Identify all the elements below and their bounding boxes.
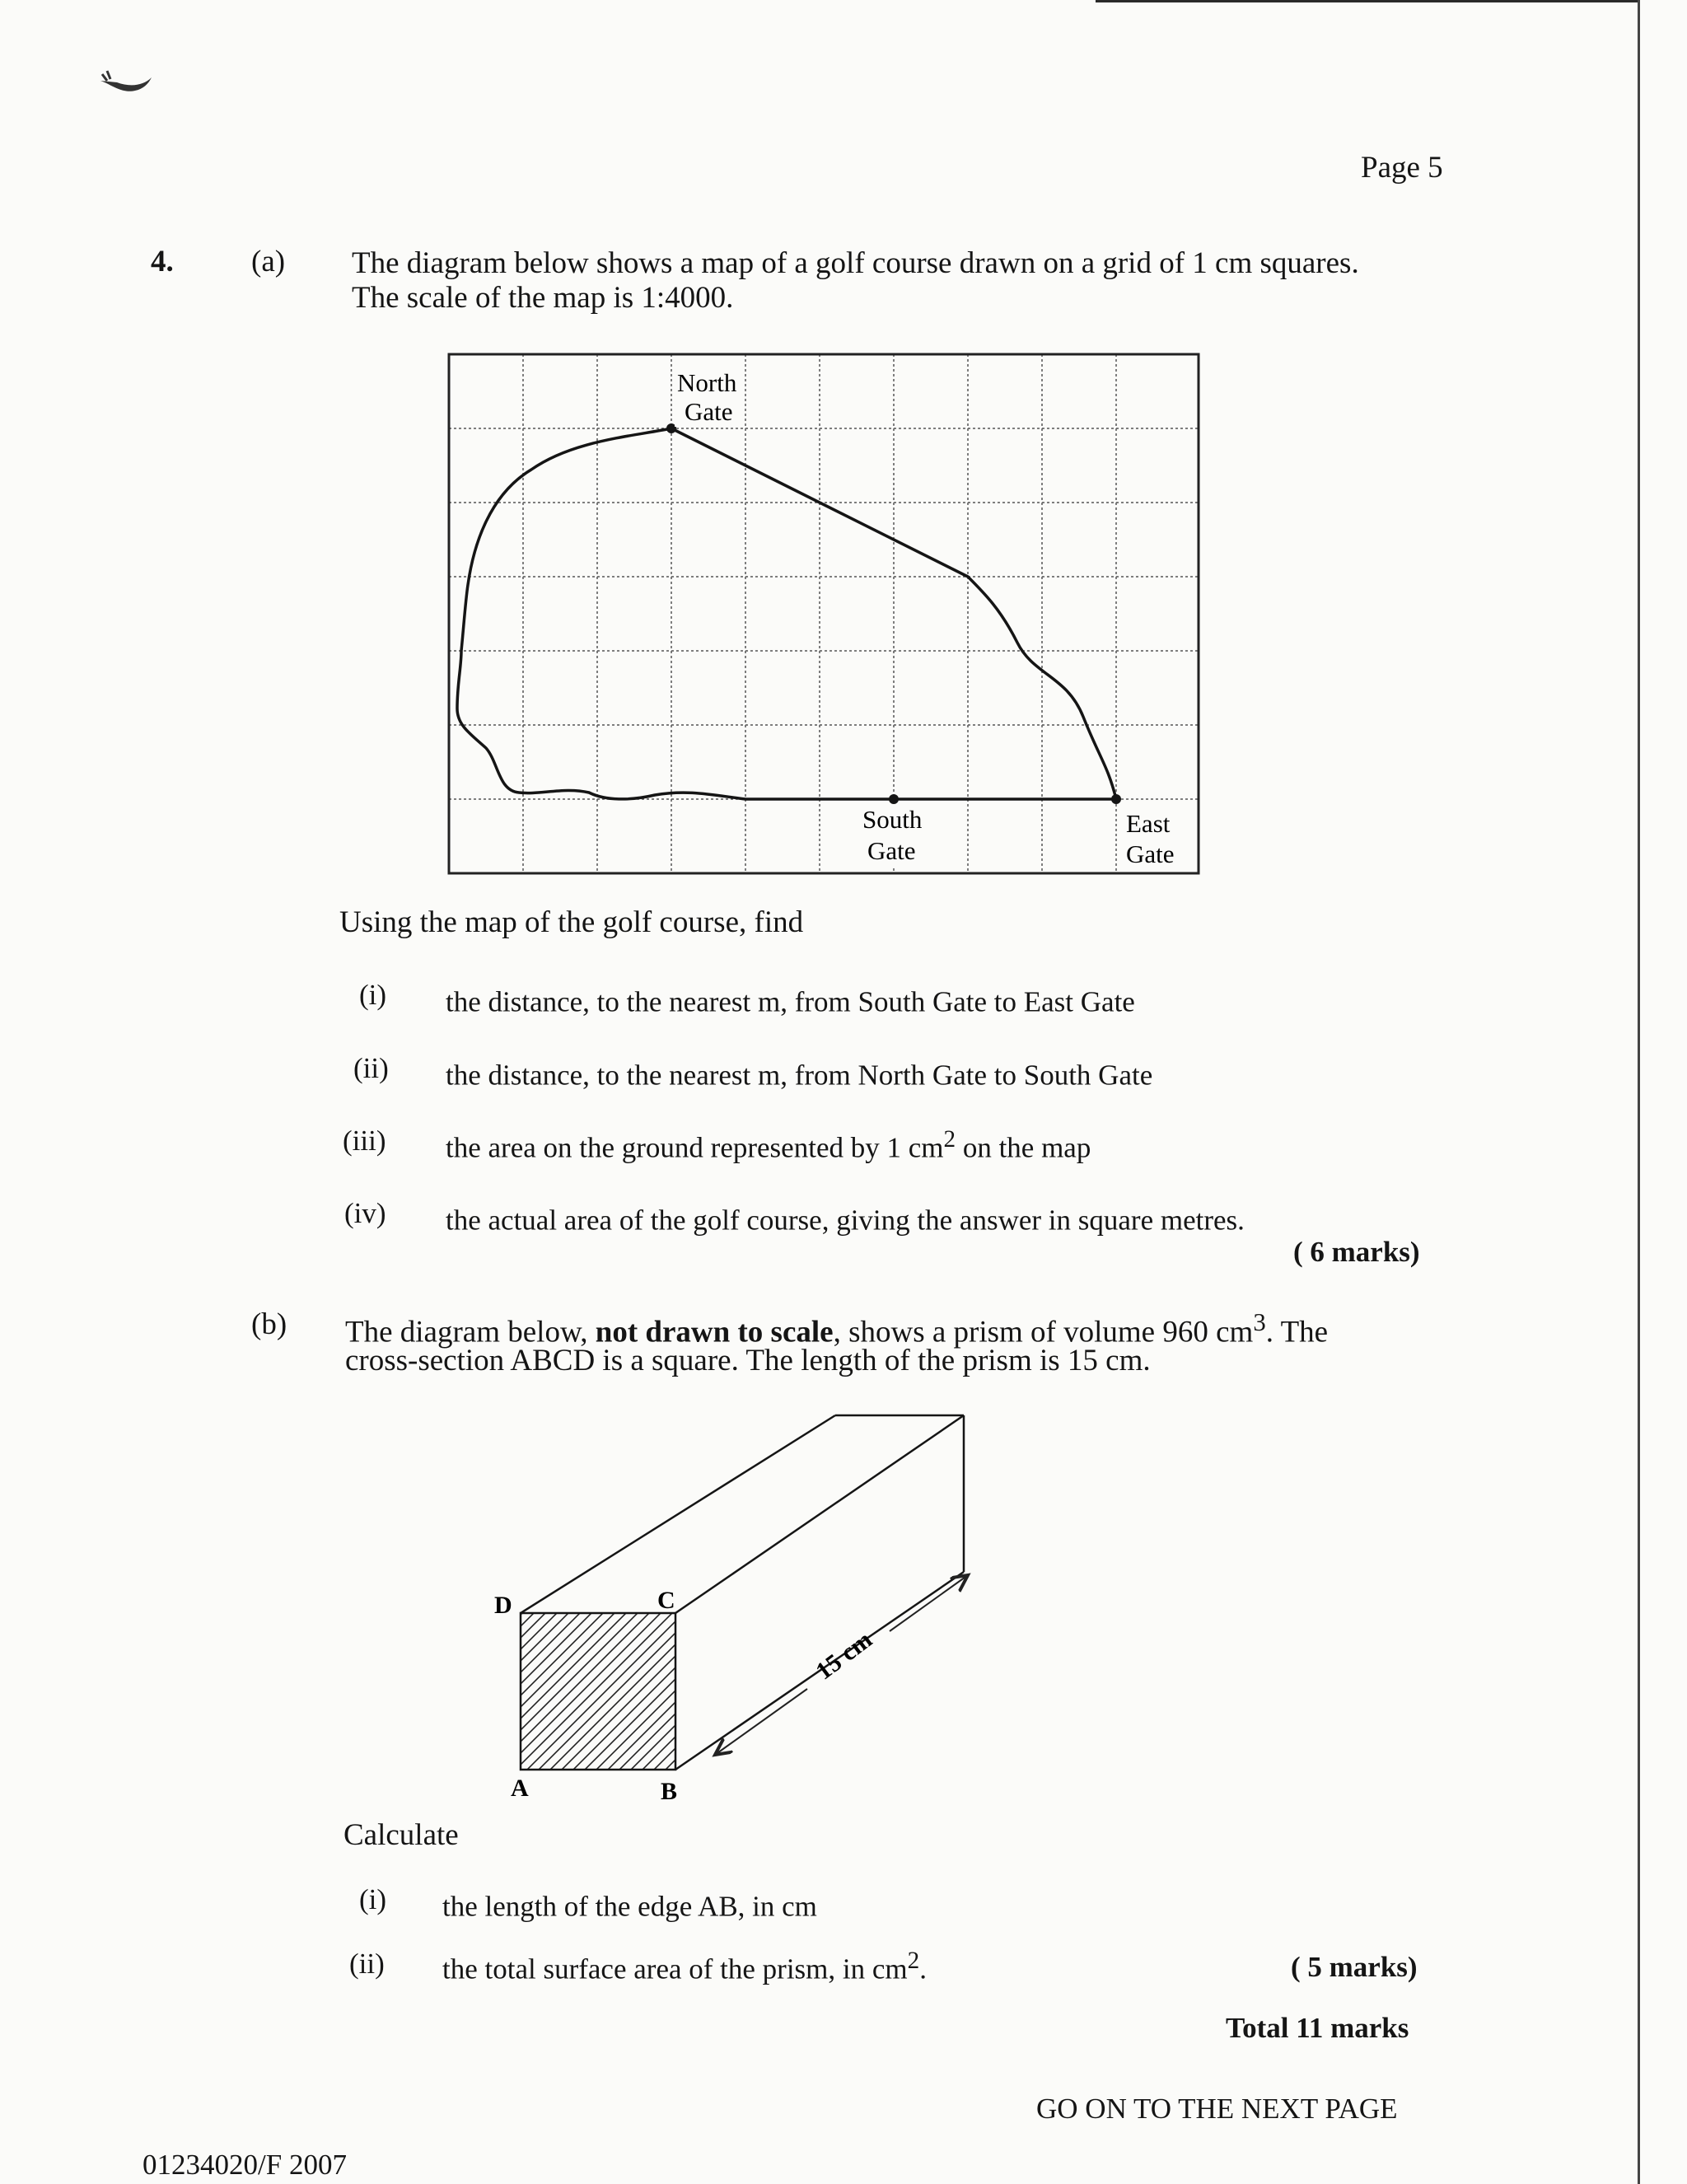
question-number: 4.: [151, 245, 174, 278]
part-a-item-3-text: the area on the ground represented by 1 $cm^2$ on the map: [446, 1126, 1091, 1164]
part-a-item-2-num: (ii): [353, 1052, 389, 1084]
part-a-item-1-text: the distance, to the nearest m, from South Gate to East Gate: [446, 985, 1135, 1018]
go-on-next-page: GO ON TO THE NEXT PAGE: [1036, 2093, 1398, 2125]
length-arrow-upper: [890, 1575, 968, 1631]
north-gate-label: North: [677, 368, 737, 397]
part-b-label: (b): [251, 1307, 287, 1341]
cross-section-abcd: [521, 1613, 675, 1770]
part-a-intro-line1: The diagram below shows a map of a golf course drawn on a grid of 1 cm squares.: [352, 246, 1359, 280]
golf-course-map: [441, 346, 1207, 882]
map-grid: [449, 354, 1199, 873]
east-gate-label-2: Gate: [1126, 839, 1175, 868]
vertex-b: B: [661, 1778, 678, 1804]
map-border: [449, 354, 1199, 873]
scan-right-edge: [1638, 0, 1640, 2184]
page-number: Page 5: [1361, 151, 1443, 185]
south-gate-point: [889, 794, 899, 804]
part-b-item-1-num: (i): [359, 1883, 387, 1915]
prism-diagram: [478, 1392, 1005, 1804]
part-b-instruction: Calculate: [343, 1818, 459, 1852]
part-a-label: (a): [251, 245, 286, 278]
paper-code: 01234020/F 2007: [143, 2149, 347, 2181]
part-a-intro-line2: The scale of the map is 1:4000.: [352, 281, 734, 315]
part-b-intro-line1: The diagram below, not drawn to scale, shows a prism of volume 960 $cm^3$. The: [345, 1308, 1329, 1349]
part-b-intro-line2: cross-section ABCD is a square. The length of the prism is 15 cm.: [345, 1344, 1151, 1377]
vertex-d: D: [494, 1592, 512, 1619]
total-marks: Total 11 marks: [1226, 2012, 1409, 2044]
east-gate-label: East: [1126, 809, 1171, 838]
part-b-marks: ( 5 marks): [1291, 1951, 1418, 1983]
east-gate-point: [1111, 794, 1121, 804]
part-a-item-1-num: (i): [359, 979, 387, 1011]
part-a-instruction: Using the map of the golf course, find: [339, 905, 804, 939]
part-a-item-3-num: (iii): [343, 1125, 386, 1157]
part-b-item-2-num: (ii): [349, 1948, 385, 1980]
vertex-a: A: [511, 1775, 529, 1802]
part-b-item-1-text: the length of the edge AB, in cm: [442, 1890, 817, 1923]
part-b-item-2-text: the total surface area of the prism, in $cm^2$.: [442, 1948, 927, 1985]
part-a-item-4-text: the actual area of the golf course, giving the answer in square metres.: [446, 1204, 1245, 1237]
part-a-item-2-text: the distance, to the nearest m, from North Gate to South Gate: [446, 1059, 1153, 1092]
part-a-marks: ( 6 marks): [1293, 1236, 1420, 1268]
golf-course-boundary: [457, 428, 1116, 799]
length-label: 15 cm: [811, 1625, 877, 1686]
south-gate-label-2: Gate: [867, 836, 916, 865]
south-gate-label: South: [862, 805, 923, 834]
part-a-item-4-num: (iv): [344, 1197, 386, 1229]
scan-top-edge: [1096, 0, 1639, 2]
north-gate-label-2: Gate: [685, 397, 733, 426]
vertex-c: C: [657, 1587, 675, 1614]
scan-smudge-mark: [97, 66, 155, 103]
length-arrow-lower: [715, 1689, 807, 1755]
